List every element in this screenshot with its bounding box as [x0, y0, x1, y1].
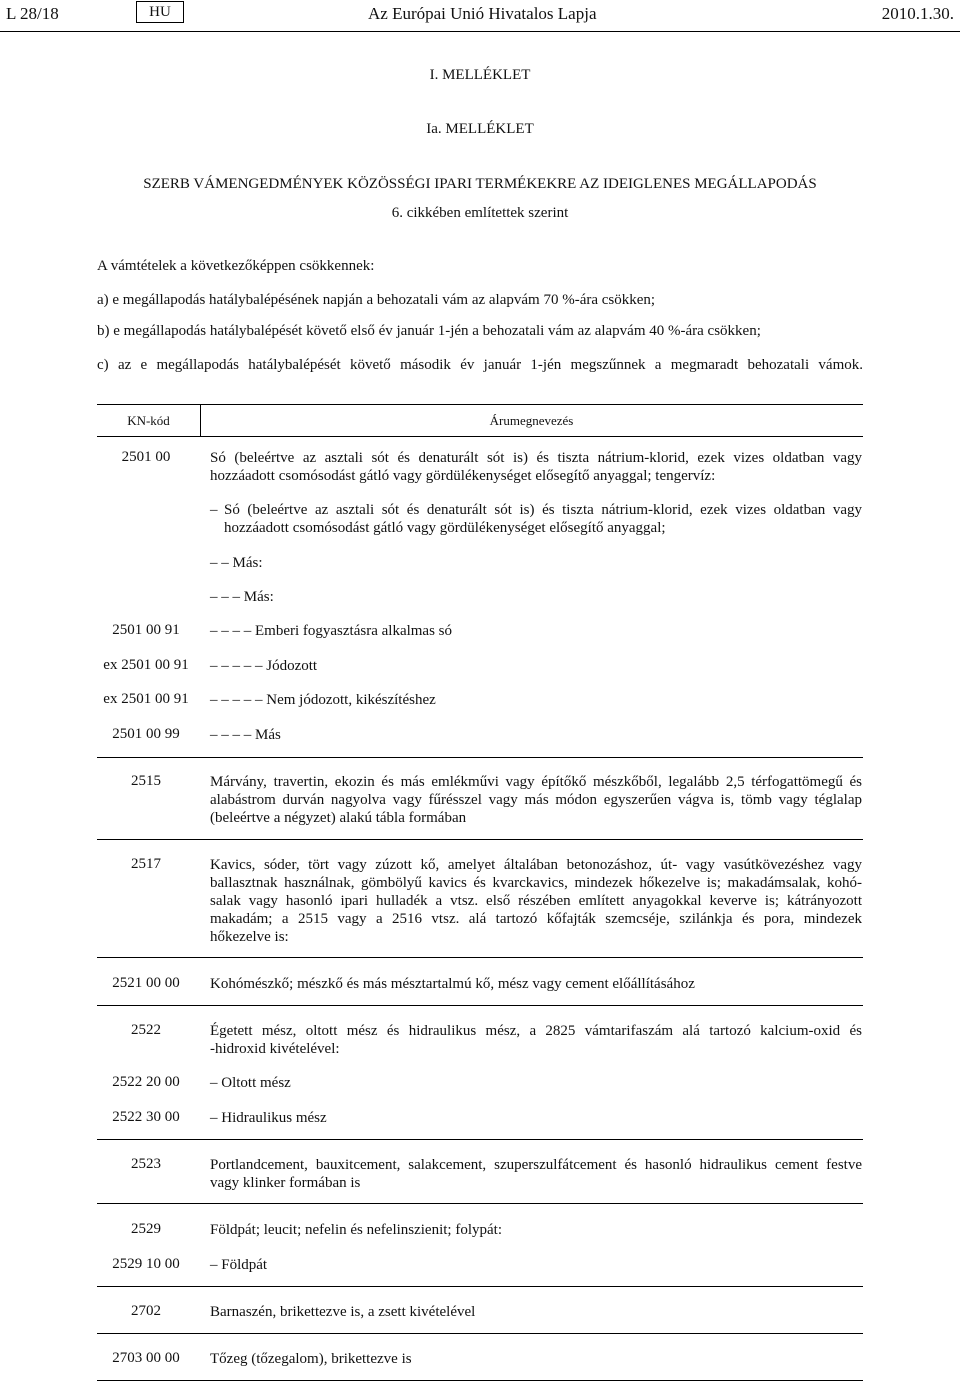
description-line: (beleértve a négyzet) alakú tábla formában: [210, 810, 467, 826]
description-line: Égetett mész, oltott mész és hidraulikus mész, a 2825 vámtarifaszám alá tartozó kalcium-oxid és: [210, 1023, 862, 1039]
journal-title: Az Európai Unió Hivatalos Lapja: [368, 4, 597, 23]
intro-item-c: c) az e megállapodás hatálybalépését követő második év január 1-jén megszűnnek a megmaradt behozatali vámok.: [97, 357, 863, 373]
table-header-bottom-rule: [97, 436, 863, 437]
intro-item-b: b) e megállapodás hatálybalépését követő első év január 1-jén a behozatali vám az alapvám 40 %-ára csökken;: [97, 323, 761, 339]
table-row-description: [210, 773, 862, 827]
column-header-code: KN-kód: [127, 413, 170, 428]
table-row-description: – – – – – Jódozott: [210, 658, 318, 674]
table-row-code: ex 2501 00 91: [103, 657, 189, 673]
table-row-description: Barnaszén, brikettezve is, a zsett kivételével: [210, 1304, 476, 1320]
row-divider: [97, 1286, 863, 1287]
table-row-description: [210, 449, 862, 485]
table-row-code: 2501 00 91: [112, 622, 180, 638]
row-divider: [97, 757, 863, 758]
row-divider: [97, 1139, 863, 1140]
description-line: salak vagy hasonló ipari hulladék a vtsz. első részében említett anyagokkal keverve is; kátrányozott: [210, 893, 862, 909]
description-line: Márvány, travertin, ekozin és más emlékművi vagy építőkő mészkőből, legalább 2,5 térfogattömegű és: [210, 774, 862, 790]
table-row-description: – – – – Emberi fogyasztásra alkalmas só: [210, 623, 453, 639]
table-row-code: 2529: [131, 1221, 161, 1237]
row-divider: [97, 1380, 863, 1381]
description-line: hozzáadott csomósodást gátló vagy gördülékenységet elősegítő anyaggal; tengervíz:: [210, 468, 716, 484]
intro-lead: A vámtételek a következőképpen csökkennek:: [97, 258, 375, 274]
language-badge: HU: [136, 1, 184, 23]
table-row-code: 2501 00: [121, 449, 171, 465]
table-row-description: – – – Más:: [210, 589, 274, 605]
table-row-code: 2522: [131, 1022, 161, 1038]
table-row-description: – Földpát: [210, 1257, 268, 1273]
table-row-code: 2529 10 00: [112, 1256, 180, 1272]
page-header: [0, 0, 960, 30]
row-divider: [97, 1333, 863, 1334]
table-row-description: Tőzeg (tőzegalom), brikettezve is: [210, 1351, 412, 1367]
table-row-description: – – – – Más: [210, 727, 281, 743]
table-row-description: Földpát; leucit; nefelin és nefelinszienit; folypát:: [210, 1222, 503, 1238]
table-row-description: [210, 1022, 862, 1058]
table-row-description: – – – – – Nem jódozott, kikészítéshez: [210, 692, 436, 708]
indent-dash: –: [210, 502, 218, 518]
description-line: Só (beleértve az asztali sót és denaturált sót is) és tiszta nátrium-klorid, ezek vizes oldatban vagy: [210, 450, 862, 466]
table-row-description: [210, 1156, 862, 1192]
description-line: ballasztnak használnak, gömbölyű kavics és kvarckavics, mindezek hőkezelve is; makadámsalak, kohó-: [210, 875, 862, 891]
row-divider: [97, 1005, 863, 1006]
header-divider: [0, 31, 960, 32]
table-header-top-rule: [97, 404, 863, 405]
table-row-description: – Oltott mész: [210, 1075, 291, 1091]
description-line: alabástrom durván nagyolva vagy fűrésszel vagy más módon egyszerűen vágva is, tömb vagy téglalap: [210, 792, 862, 808]
table-row-code: 2501 00 99: [112, 726, 180, 742]
description-line: makadám; a 2515 vagy a 2516 vtsz. alá tartozó kőfajták szemcséje, szilánkja és pora, mindezek: [210, 911, 862, 927]
table-row-code: 2703 00 00: [112, 1350, 180, 1366]
row-divider: [97, 839, 863, 840]
table-row-description: – – Más:: [210, 555, 263, 571]
table-row-code: 2521 00 00: [112, 975, 180, 991]
publication-date: 2010.1.30.: [881, 4, 954, 23]
table-row-code: 2702: [131, 1303, 161, 1319]
column-header-description: Árumegnevezés: [489, 413, 574, 428]
table-row-description: – Hidraulikus mész: [210, 1110, 327, 1126]
description-line: Kavics, sóder, tört vagy zúzott kő, amelyet általában betonozáshoz, út- vagy vasútkövezéshez vagy: [210, 857, 862, 873]
annex-title: I. MELLÉKLET: [429, 67, 531, 83]
annex-subheading: 6. cikkében említettek szerint: [391, 205, 569, 221]
page-reference: L 28/18: [6, 4, 59, 23]
description-line: hozzáadott csomósodást gátló vagy gördülékenységet elősegítő anyaggal;: [224, 520, 666, 536]
row-divider: [97, 1203, 863, 1204]
description-line: hőkezelve is:: [210, 929, 289, 945]
description-line: -hidroxid kivételével:: [210, 1041, 340, 1057]
table-row-code: 2522 20 00: [112, 1074, 180, 1090]
table-row-code: 2523: [131, 1156, 161, 1172]
table-row-code: 2517: [131, 856, 161, 872]
table-row-code: 2515: [131, 773, 161, 789]
annex-heading: SZERB VÁMENGEDMÉNYEK KÖZÖSSÉGI IPARI TERMÉKEKRE AZ IDEIGLENES MEGÁLLAPODÁS: [143, 176, 817, 192]
annex-subtitle: Ia. MELLÉKLET: [426, 121, 534, 137]
row-divider: [97, 957, 863, 958]
description-line: Só (beleértve az asztali sót és denaturált sót is) és tiszta nátrium-klorid, ezek vizes oldatban vagy: [224, 502, 862, 518]
description-line: vagy klinker formában is: [210, 1175, 361, 1191]
table-row-description: Kohómészkő; mészkő és más mésztartalmú kő, mész vagy cement előállításához: [210, 976, 695, 992]
description-line: Portlandcement, bauxitcement, salakcement, szuperszulfátcement és hasonló hidraulikus cement festve: [210, 1157, 862, 1173]
table-row-subitem: [210, 501, 862, 537]
intro-item-a: a) e megállapodás hatálybalépésének napján a behozatali vám az alapvám 70 %-ára csökken;: [97, 292, 656, 308]
table-row-description: [210, 856, 862, 946]
table-row-code: ex 2501 00 91: [103, 691, 189, 707]
table-row-code: 2522 30 00: [112, 1109, 180, 1125]
